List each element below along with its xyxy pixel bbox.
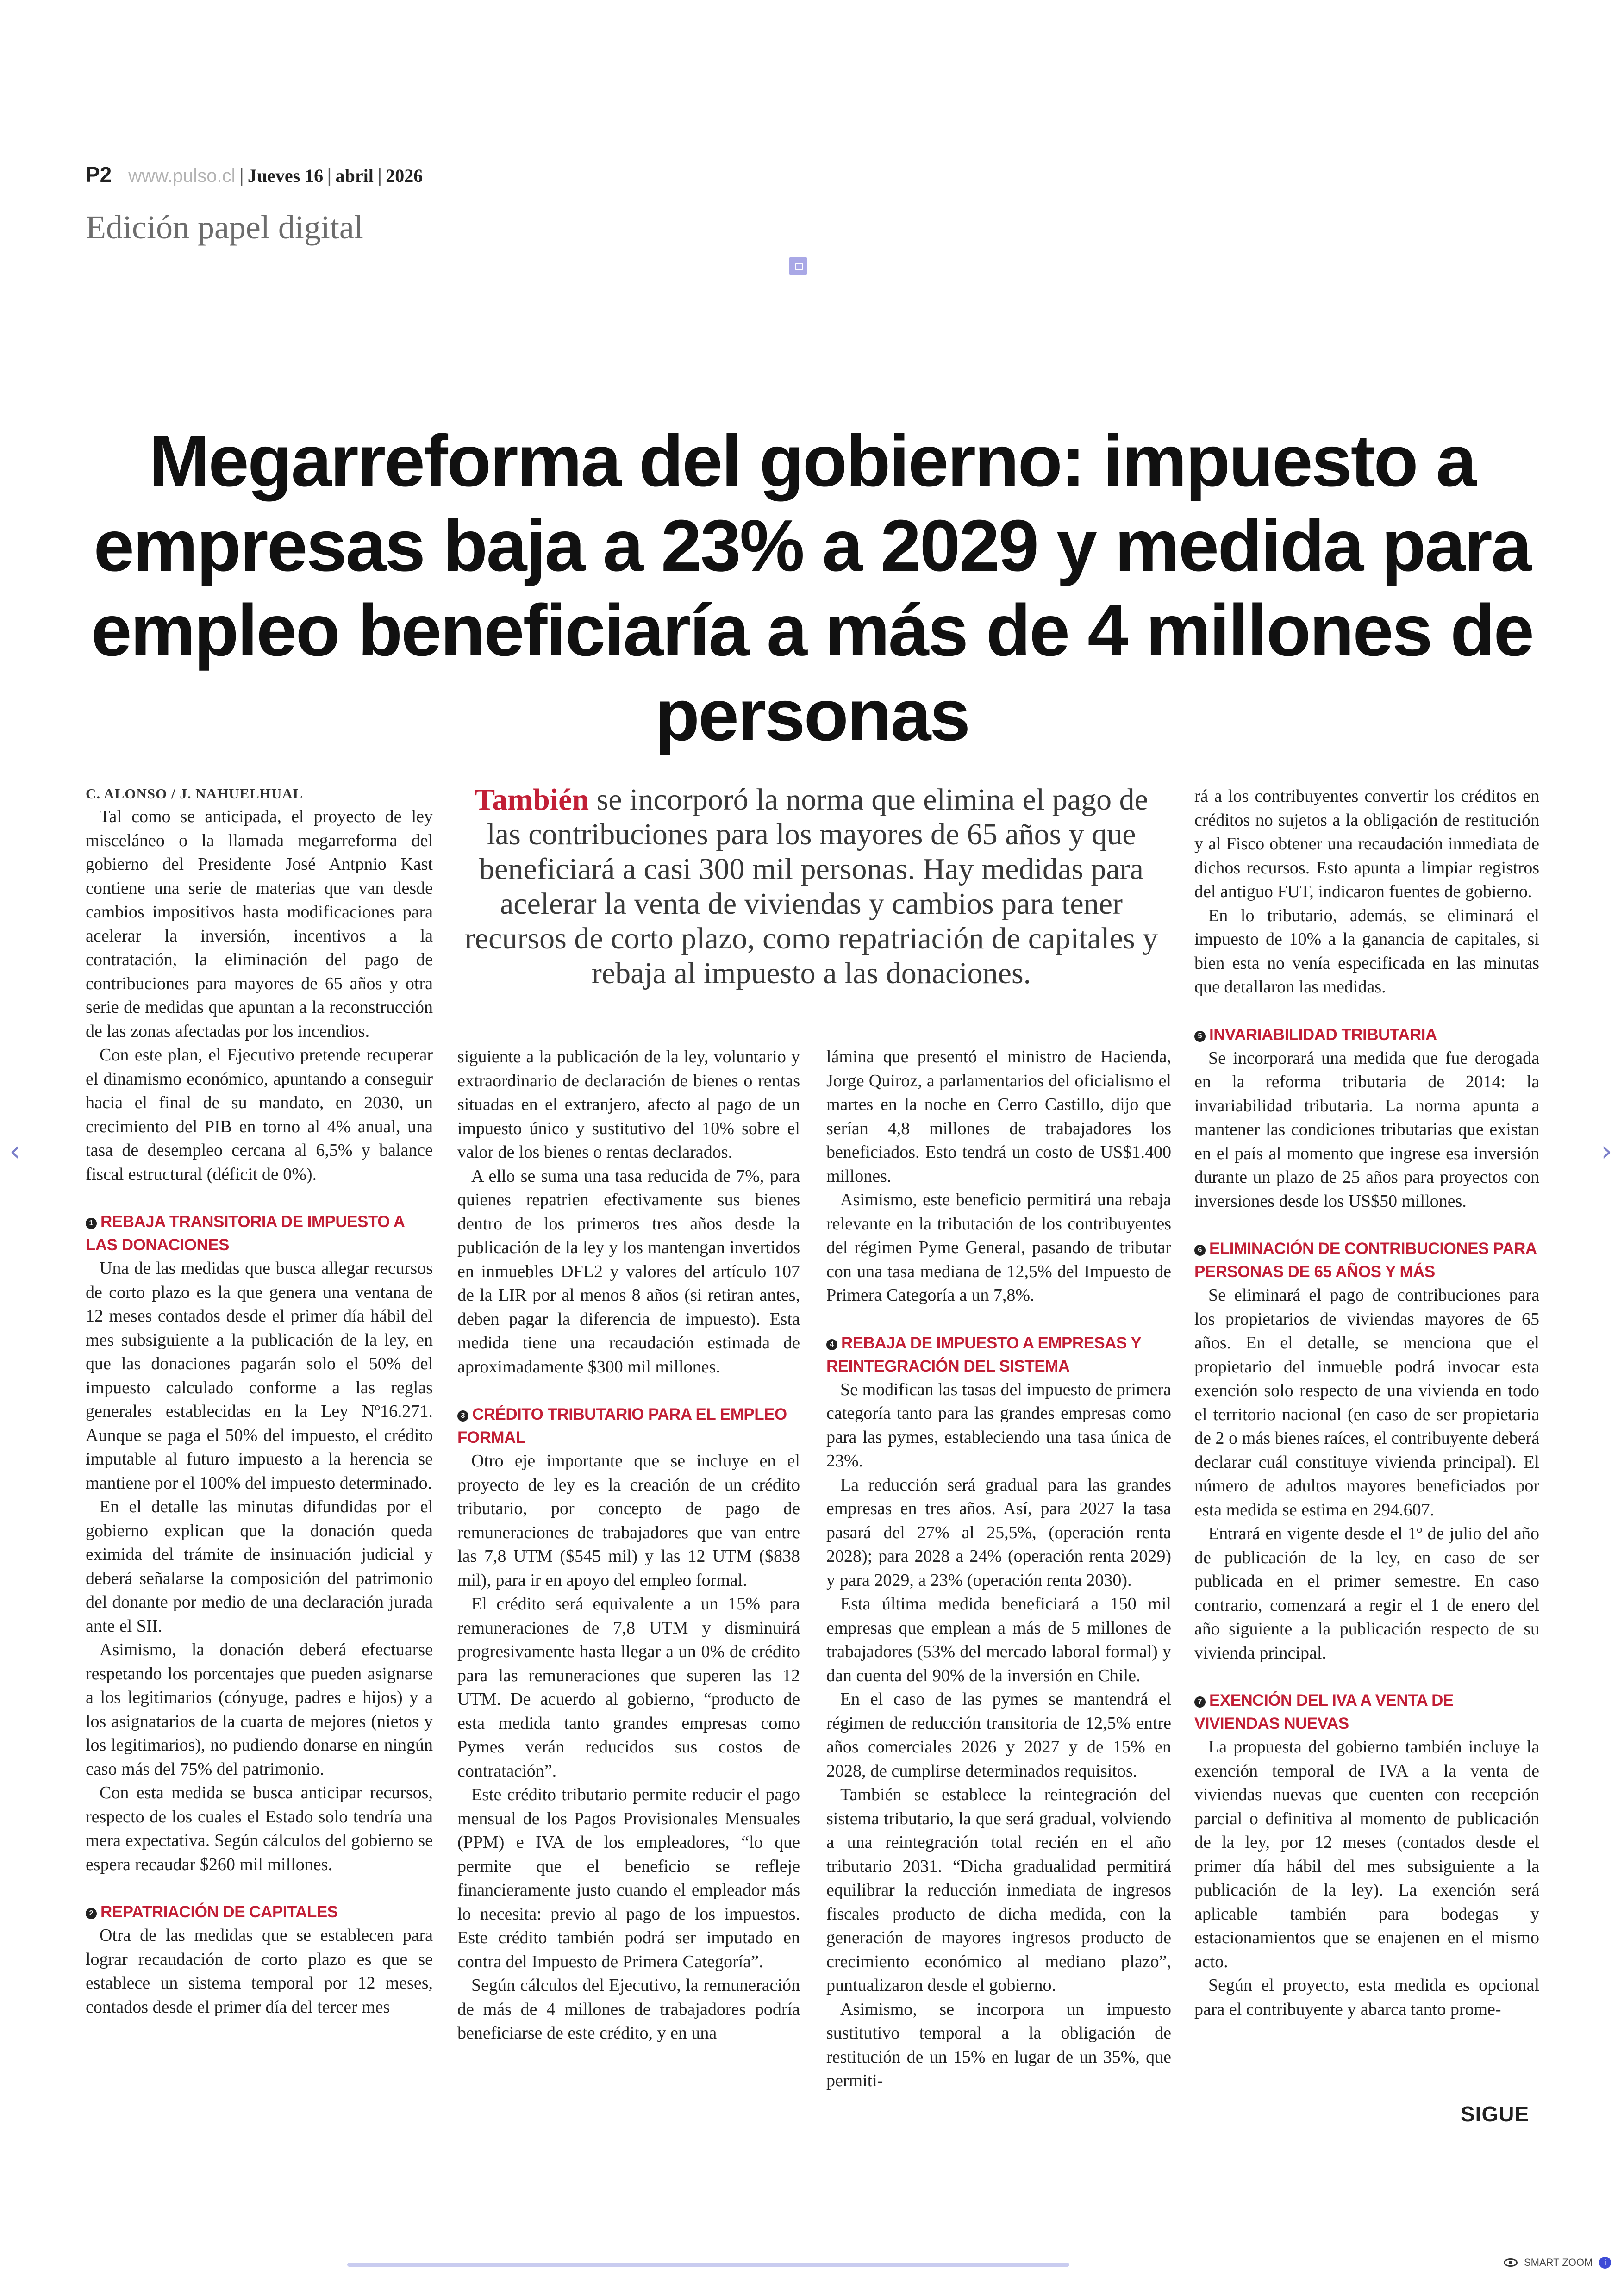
header-separator: | [239, 166, 244, 186]
eye-icon [1504, 2258, 1518, 2267]
article-column-4 [1194, 785, 1539, 2021]
section-heading: 6 ELIMINACIÓN DE CONTRIBUCIONES PARA PERSONAS DE 65 AÑOS Y MÁS [1194, 1240, 1537, 1281]
section-heading: 3 CRÉDITO TRIBUTARIO PARA EL EMPLEO FORMAL [457, 1405, 787, 1447]
paragraph: Una de las medidas que busca allegar recursos de corto plazo es la que genera una ventana de 12 meses contados desde el primer día hábil del mes subsiguiente a la publicación de la ley, en que las donaciones pagarán solo el 50% del impuesto calculado conforme a las reglas generales establecidas en la Ley Nº16.271. Aunque se paga el 50% del impuesto, el crédito imputable al futuro impuesto a la herencia se mantiene por el 100% del impuesto determinado. [86, 1259, 433, 1493]
header-separator: | [377, 166, 382, 186]
smart-zoom-button[interactable] [1495, 2251, 1619, 2275]
pull-quote [458, 782, 1164, 991]
section-number-icon: 7 [1194, 1696, 1206, 1708]
paragraph: Según cálculos del Ejecutivo, la remuneración de más de 4 millones de trabajadores podría beneficiarse de este crédito, y en una [457, 1976, 800, 2043]
pull-quote-text: se incorporó la norma que elimina el pago de las contribuciones para los mayores de 65 años y que beneficiará a casi 300 mil personas. Hay medidas para acelerar la venta de viviendas y cambios para tener recursos de corto plazo, como repatriación de capitales y rebaja al impuesto a las donaciones. [464, 783, 1158, 990]
paragraph: Asimismo, la donación deberá efectuarse respetando los porcentajes que pueden asignarse a los legitimarios (cónyuge, padres e hijos) y a los asignatarios de la cuarta de mejores (nietos y los legitimarios), no pudiendo donarse en ningún caso más del 75% del patrimonio. [86, 1640, 433, 1779]
headline: Megarreforma del gobierno: impuesto a empresas baja a 23% a 2029 y medida para empleo beneficiaría a más de 4 millones de personas [91, 420, 1533, 756]
section-heading: 5 INVARIABILIDAD TRIBUTARIA [1194, 1023, 1539, 1047]
paragraph: La propuesta del gobierno también incluye la exención temporal de IVA a la venta de viviendas nuevas que cuenten con recepción parcial o definitiva al momento de publicación de la ley, por 12 meses (contados desde el primer día hábil del mes subsiguiente a la publicación de la ley). La exención será aplicable también para bodegas y estacionamientos que se enajenen en el mismo acto. [1194, 1737, 1539, 1971]
paragraph: Otro eje importante que se incluye en el proyecto de ley es la creación de un crédito tributario, por concepto de pago de remuneraciones de trabajadores que van entre las 7,8 UTM ($545 mil) y las 12 UTM ($838 mil), para ir en apoyo del empleo formal. [457, 1451, 800, 1590]
paragraph: Entrará en vigente desde el 1º de julio del año de publicación de la ley, en caso de ser publicada en el primer semestre. En caso contrario, comenzará a regir el 1 de enero del año siguiente a la publicación respecto de su vivienda principal. [1194, 1524, 1539, 1663]
paragraph: Con este plan, el Ejecutivo pretende recuperar el dinamismo económico, apuntando a conseguir hacia el final de su mandato, en 2030, un crecimiento del PIB en torno al 4% anual, una tasa de desempleo cercana al 6,5% y balance fiscal estructural (déficit de 0%). [86, 1045, 433, 1184]
section-number-icon: 6 [1194, 1245, 1206, 1256]
page-header [86, 162, 423, 187]
section-number-icon: 2 [86, 1908, 97, 1919]
paragraph: También se establece la reintegración del sistema tributario, la que será gradual, volviendo a una reintegración total recién en el año tributario 2031. “Dicha gradualidad permitirá equilibrar la reducción inmediata de ingresos fiscales producto de dicha medida, con la generación de mayores ingresos producto de crecimiento económico al mediano plazo”, puntualizaron desde el gobierno. [826, 1785, 1171, 1995]
article-column-2 [457, 1045, 800, 2046]
paragraph: Este crédito tributario permite reducir el pago mensual de los Pagos Provisionales Mensuales (PPM) e IVA de los empleadores, “lo que permite que el beneficio se refleje financieramente justo cuando el empleador más lo necesita: previo al pago de los impuestos. Este crédito también podrá ser imputado en contra del Impuesto de Primera Categoría”. [457, 1785, 800, 1971]
section-number-icon: 5 [1194, 1031, 1206, 1042]
section-heading: 2 REPATRIACIÓN DE CAPITALES [86, 1901, 433, 1924]
site-url[interactable]: www.pulso.cl [128, 166, 236, 186]
paragraph: En el caso de las pymes se mantendrá el régimen de reducción transitoria de 12,5% entre años comerciales 2026 y 2027 y de 15% en 2028, de cumplirse determinados requisitos. [826, 1690, 1171, 1781]
paragraph: A ello se suma una tasa reducida de 7%, para quienes repatrien efectivamente sus bienes dentro de los primeros tres años desde la publicación de la ley y los mantengan invertidos en inmuebles DFL2 y valores del artículo 107 de la LIR por al menos 8 años (si retiran antes, deben pagar la diferencia de impuesto). Esta medida tiene una recaudación estimada de aproximadamente $300 mil millones. [457, 1166, 800, 1377]
paragraph: siguiente a la publicación de la ley, voluntario y extraordinario de declaración de bienes o rentas situadas en el extranjero, afecto al pago de un impuesto único y sustitutivo del 10% sobre el valor de los bienes o rentas declarados. [457, 1047, 800, 1162]
continue-label: SIGUE [1461, 2102, 1530, 2126]
paragraph: El crédito será equivalente a un 15% para remuneraciones de 7,8 UTM y disminuirá progresivamente hasta llegar a un 0% de crédito para las remuneraciones que superen las 12 UTM. De acuerdo al gobierno, “producto de esta medida tanto grandes empresas como Pymes verán reducidos sus costos de contratación”. [457, 1594, 800, 1781]
prev-page-icon[interactable]: ‹ [9, 1134, 21, 1168]
bookmark-icon[interactable] [789, 257, 807, 275]
paragraph: Esta última medida beneficiará a 150 mil empresas que emplean a más de 5 millones de trabajadores (53% del mercado laboral formal) y dan cuenta del 90% de la inversión en Chile. [826, 1594, 1171, 1685]
smart-zoom-label: SMART ZOOM [1524, 2257, 1593, 2268]
horizontal-scrollbar[interactable] [347, 2263, 1069, 2267]
date-day: Jueves 16 [247, 165, 324, 186]
section-number-icon: 1 [86, 1218, 97, 1229]
paragraph: En lo tributario, además, se eliminará el impuesto de 10% a la ganancia de capitales, si bien esta no venía especificada en las minutas que detallaron las medidas. [1194, 905, 1539, 997]
paragraph: Se modifican las tasas del impuesto de primera categoría tanto para las grandes empresas como para las pymes, estableciendo una tasa única de 23%. [826, 1379, 1171, 1471]
paragraph: lámina que presentó el ministro de Hacienda, Jorge Quiroz, a parlamentarios del oficialismo el martes en la noche en Cerro Castillo, dijo que serían 4,8 millones de trabajadores los beneficiados. Esto tendrá un costo de US$1.400 millones. [826, 1047, 1171, 1186]
section-heading: 1 REBAJA TRANSITORIA DE IMPUESTO A LAS DONACIONES [86, 1213, 405, 1254]
paragraph: Asimismo, este beneficio permitirá una rebaja relevante en la tributación de los contribuyentes del régimen Pyme General, pasando de tributar con una tasa mediana de 12,5% del Impuesto de Primera Categoría a un 7,8%. [826, 1190, 1171, 1305]
byline: C. ALONSO / J. NAHUELHUAL [86, 786, 303, 802]
article-column-1 [86, 785, 433, 2019]
date-month: abril [335, 165, 374, 186]
paragraph: rá a los contribuyentes convertir los créditos en créditos no sujetos a la obligación de restitución y al Fisco obtener una recaudación inmediata de dichos recursos. Esto apunta a limpiar registros del antiguo FUT, indicaron fuentes de gobierno. [1194, 786, 1539, 901]
paragraph: Se incorporará una medida que fue derogada en la reforma tributaria de 2014: la invariabilidad tributaria. La norma apunta a mantener las condiciones tributarias que existan en el país al momento que ingrese esa inversión durante un plazo de 25 años para proyectos con inversiones desde los US$50 millones. [1194, 1048, 1539, 1211]
paragraph: Tal como se anticipada, el proyecto de ley misceláneo o la llamada megarreforma del gobierno del Presidente José Antpnio Kast contiene una serie de materias que van desde cambios impositivos hasta modificaciones para acelerar la inversión, incentivos a la contratación, la eliminación del pago de contribuciones para mayores de 65 años y otra serie de medidas que apuntan a la reconstrucción de las zonas afectadas por los incendios. [86, 807, 433, 1041]
section-number-icon: 3 [457, 1410, 468, 1422]
next-page-icon[interactable]: › [1601, 1134, 1612, 1168]
section-heading: 7 EXENCIÓN DEL IVA A VENTA DE VIVIENDAS NUEVAS [1194, 1691, 1454, 1733]
article-column-3 [826, 1045, 1171, 2093]
paragraph: Asimismo, se incorpora un impuesto sustitutivo temporal a la obligación de restitución de un 15% en lugar de un 35%, que permiti- [826, 1999, 1171, 2090]
header-separator: | [327, 166, 332, 186]
paragraph: Con esta medida se busca anticipar recursos, respecto de los cuales el Estado solo tendría una mera expectativa. Según cálculos del gobierno se espera recaudar $260 mil millones. [86, 1783, 433, 1874]
edition-label: Edición papel digital [86, 209, 363, 246]
paragraph: Otra de las medidas que se establecen para lograr recaudación de corto plazo es que se establece un sistema temporal por 12 meses, contados desde el primer día del tercer mes [86, 1926, 433, 2017]
section-number-icon: 4 [826, 1339, 837, 1350]
paragraph: Según el proyecto, esta medida es opcional para el contribuyente y abarca tanto prome- [1194, 1976, 1539, 2019]
date-year: 2026 [386, 165, 423, 186]
page-number: P2 [86, 162, 112, 187]
paragraph: En el detalle las minutas difundidas por el gobierno explican que la donación queda eximida del trámite de insinuación judicial y deberá señalarse la composición del patrimonio del donante por medio de una declaración jurada ante el SII. [86, 1497, 433, 1636]
paragraph: Se eliminará el pago de contribuciones para los propietarios de viviendas mayores de 65 años. En el detalle, se menciona que el propietario del inmueble podrá invocar esta exención solo respecto de una vivienda en todo el territorio nacional (en caso de ser propietaria de 2 o más bienes raíces, el contribuyente deberá declarar cuál constituye vivienda principal). El número de adultos mayores beneficiados por esta medida se estima en 294.607. [1194, 1285, 1539, 1520]
pull-quote-lead: También [475, 783, 589, 817]
info-icon[interactable]: i [1599, 2257, 1611, 2269]
section-heading: 4 REBAJA DE IMPUESTO A EMPRESAS Y REINTEGRACIÓN DEL SISTEMA [826, 1334, 1141, 1375]
paragraph: La reducción será gradual para las grandes empresas en tres años. Así, para 2027 la tasa pasará del 27% al 25,5%, (operación renta 2028); para 2028 a 24% (operación renta 2029) y para 2029, a 23% (operación renta 2030). [826, 1475, 1171, 1590]
